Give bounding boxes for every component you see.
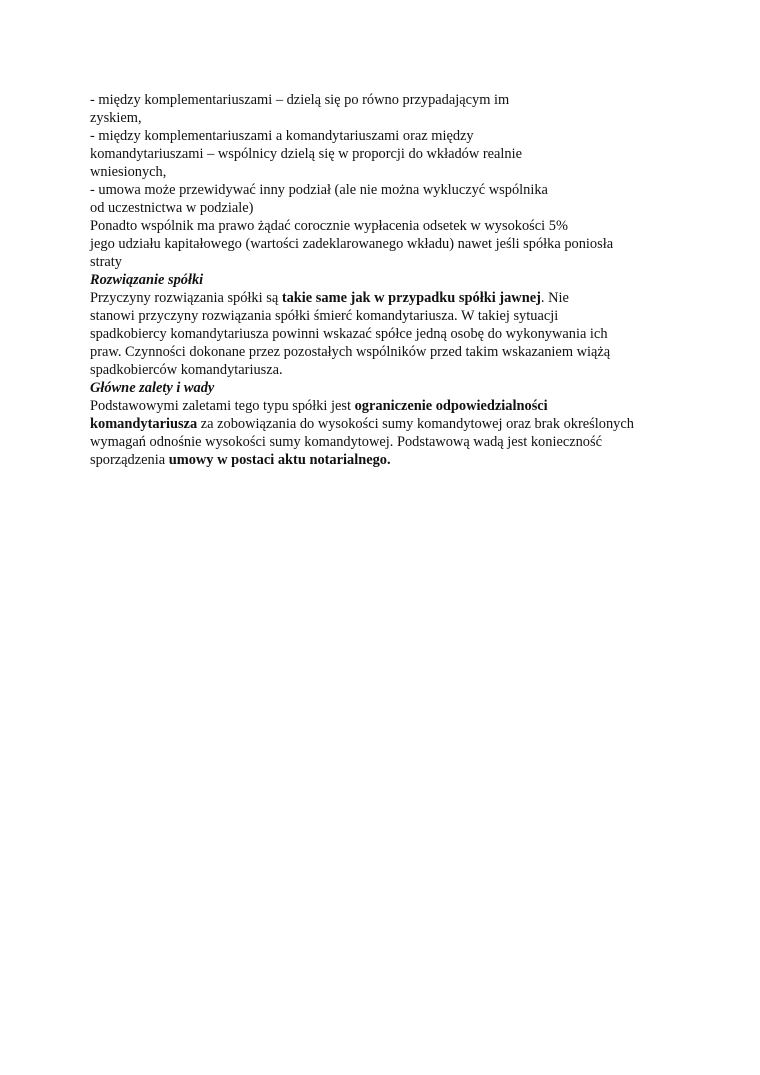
text-line: zyskiem, (90, 110, 142, 126)
text-line (90, 397, 690, 415)
text-run: Podstawowymi zaletami tego typu spółki jest (90, 398, 355, 414)
text-line: jego udziału kapitałowego (wartości zadeklarowanego wkładu) nawet jeśli spółka poniosła (90, 236, 614, 252)
section-heading-pros-cons: Główne zalety i wady (90, 380, 215, 396)
document-page (90, 91, 690, 469)
text-line: straty (90, 254, 122, 270)
text-line (90, 415, 690, 433)
text-line: komandytariuszami – wspólnicy dzielą się w proporcji do wkładów realnie (90, 146, 523, 162)
text-line: spadkobierców komandytariusza. (90, 362, 283, 378)
bold-text: takie same jak w przypadku spółki jawnej (281, 290, 541, 306)
bold-text: ograniczenie odpowiedzialności (354, 398, 548, 414)
text-run: sporządzenia (90, 452, 169, 468)
text-line (90, 289, 690, 307)
text-run: za zobowiązania do wysokości sumy komandytowej oraz brak określonych (197, 416, 634, 432)
text-line (90, 451, 690, 469)
text-line: stanowi przyczyny rozwiązania spółki śmierć komandytariusza. W takiej sytuacji (90, 308, 559, 324)
bold-text: komandytariusza (90, 416, 198, 432)
text-line: praw. Czynności dokonane przez pozostałych wspólników przed takim wskazaniem wiążą (90, 344, 611, 360)
text-line: - umowa może przewidywać inny podział (ale nie można wykluczyć wspólnika (90, 182, 548, 198)
text-run: . Nie (540, 290, 569, 306)
text-line: od uczestnictwa w podziale) (90, 200, 254, 216)
text-line: wymagań odnośnie wysokości sumy komandytowej. Podstawową wadą jest konieczność (90, 434, 602, 450)
text-line: Ponadto wspólnik ma prawo żądać corocznie wypłacenia odsetek w wysokości 5% (90, 218, 568, 234)
text-line: - między komplementariuszami a komandytariuszami oraz między (90, 128, 474, 144)
text-line: spadkobiercy komandytariusza powinni wskazać spółce jedną osobę do wykonywania ich (90, 326, 608, 342)
text-run: Przyczyny rozwiązania spółki są (90, 290, 282, 306)
text-line: - między komplementariuszami – dzielą się po równo przypadającym im (90, 92, 510, 108)
section-heading-dissolution: Rozwiązanie spółki (90, 272, 204, 288)
bold-text: umowy w postaci aktu notarialnego. (168, 452, 391, 468)
text-line: wniesionych, (90, 164, 167, 180)
